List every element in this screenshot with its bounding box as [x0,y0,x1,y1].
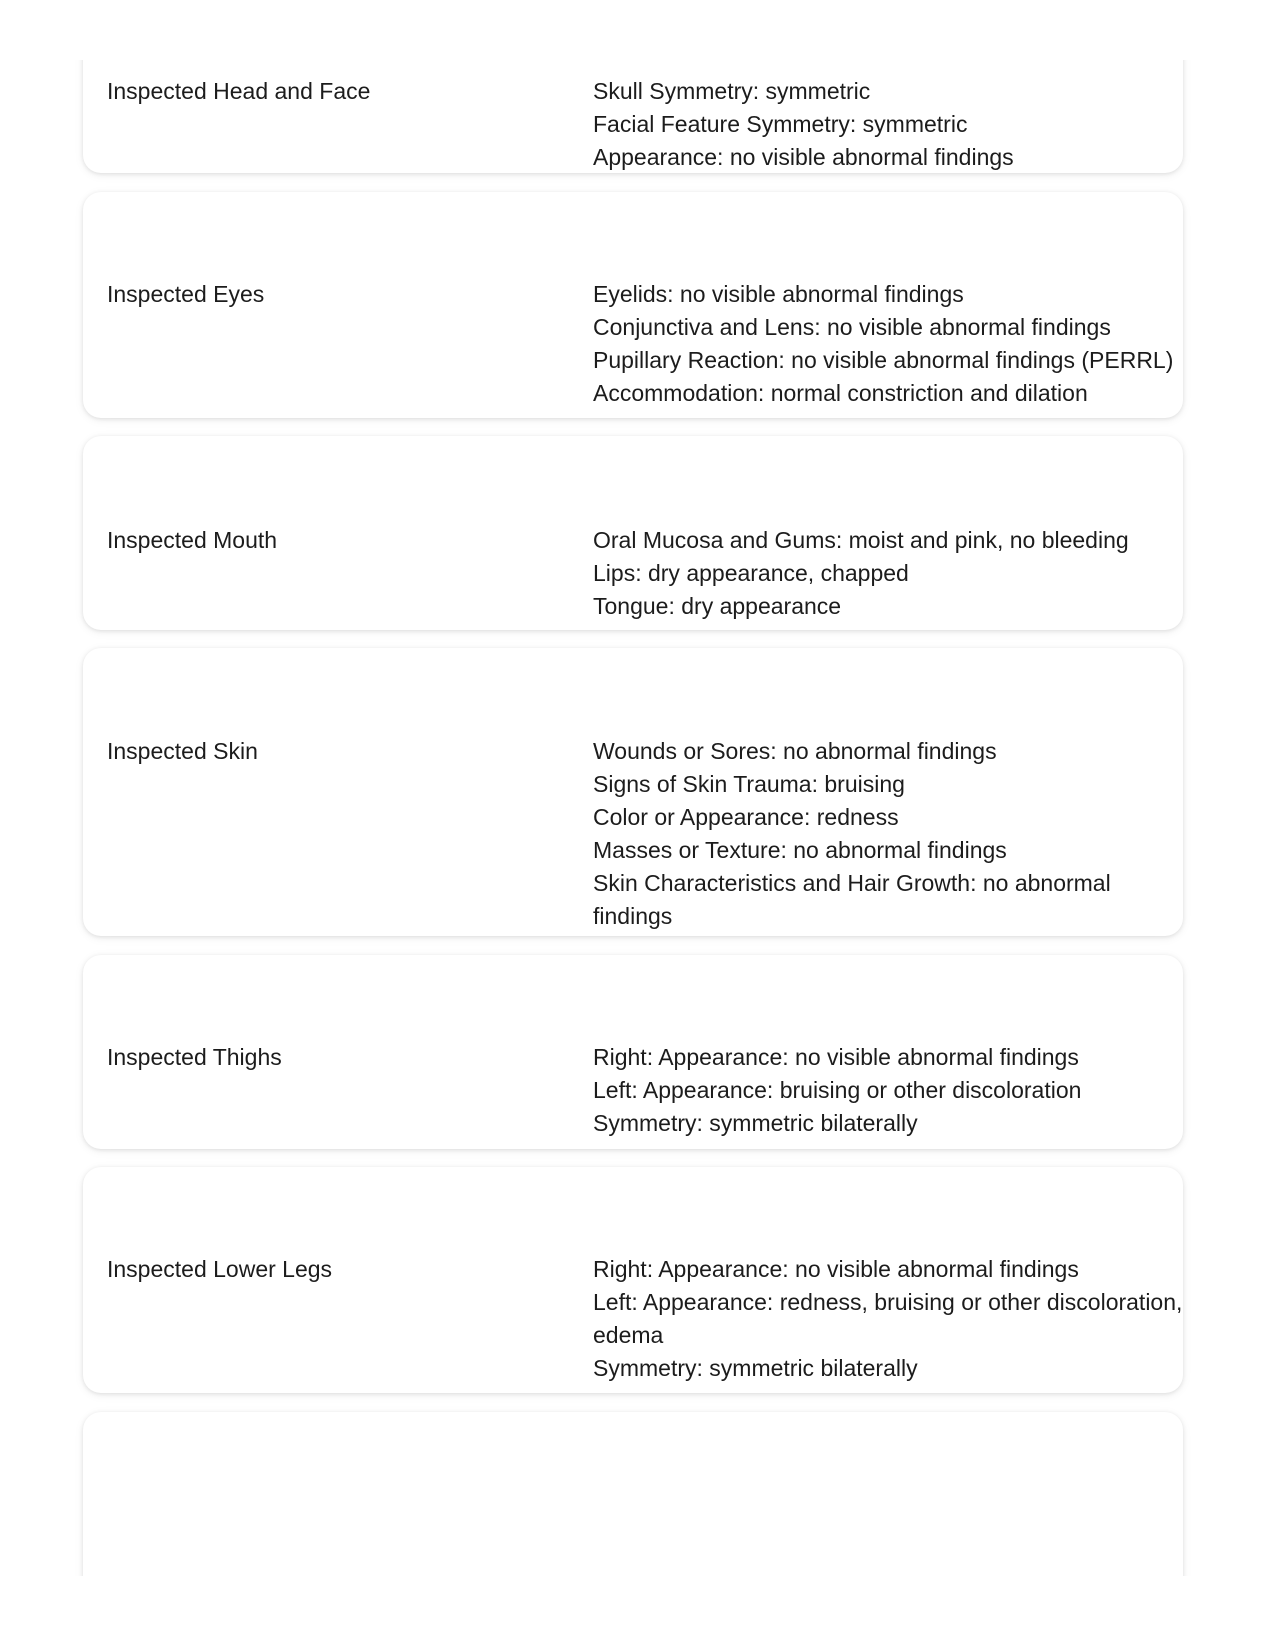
finding-item: Signs of Skin Trauma: bruising [593,771,905,797]
section-label: Inspected Lower Legs [107,1256,333,1282]
finding-item: Pupillary Reaction: no visible abnormal findings (PERRL) [593,347,1174,373]
finding-item: Right: Appearance: no visible abnormal findings [593,1044,1079,1070]
finding-item: Symmetry: symmetric bilaterally [593,1355,918,1381]
finding-item: Tongue: dry appearance [593,593,842,619]
section-label: Inspected Eyes [107,281,265,307]
finding-item: Masses or Texture: no abnormal findings [593,837,1007,863]
section-card-head-face [83,60,1183,173]
section-findings [593,524,1193,623]
finding-item: Accommodation: normal constriction and dilation [593,380,1088,406]
section-card-eyes [83,192,1183,418]
section-label: Inspected Mouth [107,527,278,553]
section-card-thighs [83,955,1183,1149]
section-findings [593,278,1193,410]
finding-item: Lips: dry appearance, chapped [593,560,909,586]
finding-item: Symmetry: symmetric bilaterally [593,1110,918,1136]
finding-item: Skin Characteristics and Hair Growth: no abnormal findings [593,870,1111,929]
finding-item: Facial Feature Symmetry: symmetric [593,111,968,137]
finding-item: Eyelids: no visible abnormal findings [593,281,964,307]
finding-item: Left: Appearance: bruising or other discoloration [593,1077,1082,1103]
section-card-skin [83,648,1183,936]
section-findings [593,1253,1193,1385]
finding-item: Left: Appearance: redness, bruising or other discoloration, edema [593,1289,1183,1348]
section-card-mouth [83,436,1183,630]
finding-item: Conjunctiva and Lens: no visible abnormal findings [593,314,1111,340]
finding-item: Skull Symmetry: symmetric [593,78,871,104]
section-findings [593,735,1193,933]
findings-list [0,60,1275,1576]
finding-item: Appearance: no visible abnormal findings [593,144,1014,170]
section-label: Inspected Skin [107,738,258,764]
section-findings [593,75,1193,174]
finding-item: Oral Mucosa and Gums: moist and pink, no bleeding [593,527,1129,553]
finding-item: Wounds or Sores: no abnormal findings [593,738,997,764]
section-label: Inspected Thighs [107,1044,282,1070]
section-card-lower-legs [83,1167,1183,1393]
section-card-partial [83,1412,1183,1576]
section-label: Inspected Head and Face [107,78,371,104]
finding-item: Right: Appearance: no visible abnormal findings [593,1256,1079,1282]
finding-item: Color or Appearance: redness [593,804,899,830]
section-findings [593,1041,1193,1140]
